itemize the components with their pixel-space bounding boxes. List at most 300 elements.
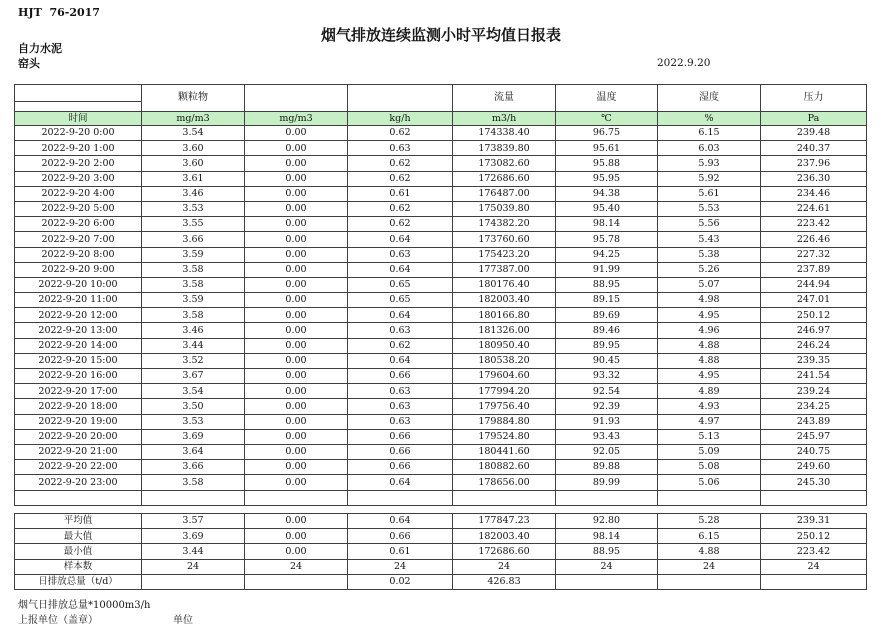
- col-group-humidity: 湿度: [658, 85, 761, 112]
- value-cell: 0.64: [348, 262, 453, 277]
- time-cell: 2022-9-20 21:00: [15, 444, 142, 459]
- value-cell: 237.96: [761, 156, 867, 171]
- value-cell: 3.60: [142, 141, 245, 156]
- value-cell: 5.13: [658, 429, 761, 444]
- value-cell: 180950.40: [453, 338, 556, 353]
- value-cell: 0.66: [348, 444, 453, 459]
- time-cell: 2022-9-20 1:00: [15, 141, 142, 156]
- table-row: [15, 201, 867, 216]
- time-cell: 2022-9-20 2:00: [15, 156, 142, 171]
- value-cell: 0.00: [245, 277, 348, 292]
- table-row: [15, 262, 867, 277]
- value-cell: 93.32: [556, 369, 658, 384]
- table-row: [15, 156, 867, 171]
- value-cell: 94.25: [556, 247, 658, 262]
- value-cell: 95.61: [556, 141, 658, 156]
- unit-mgm3-1: mg/m3: [142, 112, 245, 126]
- time-cell: 2022-9-20 4:00: [15, 186, 142, 201]
- value-cell: 0.62: [348, 126, 453, 141]
- summary-label-cell: 样本数: [15, 559, 142, 574]
- table-row: [15, 217, 867, 232]
- value-cell: 0.62: [348, 171, 453, 186]
- time-cell: 2022-9-20 8:00: [15, 247, 142, 262]
- value-cell: 0.00: [245, 247, 348, 262]
- value-cell: 5.56: [658, 217, 761, 232]
- value-cell: 95.78: [556, 232, 658, 247]
- data-rows: [15, 126, 867, 491]
- value-cell: 4.93: [658, 399, 761, 414]
- unit-percent: %: [658, 112, 761, 126]
- value-cell: 4.89: [658, 384, 761, 399]
- summary-value-cell: 3.57: [142, 514, 245, 529]
- value-cell: 3.59: [142, 293, 245, 308]
- value-cell: 5.06: [658, 475, 761, 490]
- value-cell: 93.43: [556, 429, 658, 444]
- value-cell: 244.94: [761, 277, 867, 292]
- col-group-pressure: 压力: [761, 85, 867, 112]
- value-cell: 176487.00: [453, 186, 556, 201]
- value-cell: 0.00: [245, 186, 348, 201]
- value-cell: 5.07: [658, 277, 761, 292]
- value-cell: 0.00: [245, 308, 348, 323]
- col-group-particulate: 颗粒物: [142, 85, 245, 112]
- summary-value-cell: 24: [245, 559, 348, 574]
- value-cell: 98.14: [556, 217, 658, 232]
- value-cell: 226.46: [761, 232, 867, 247]
- value-cell: 179524.80: [453, 429, 556, 444]
- value-cell: 0.62: [348, 201, 453, 216]
- value-cell: 0.63: [348, 141, 453, 156]
- value-cell: 3.64: [142, 444, 245, 459]
- value-cell: 0.63: [348, 399, 453, 414]
- empty-cell: [142, 490, 245, 505]
- value-cell: 5.43: [658, 232, 761, 247]
- value-cell: 224.61: [761, 201, 867, 216]
- value-cell: 237.89: [761, 262, 867, 277]
- value-cell: 89.15: [556, 293, 658, 308]
- table-row: [15, 232, 867, 247]
- table-row: [15, 277, 867, 292]
- value-cell: 0.61: [348, 186, 453, 201]
- value-cell: 3.53: [142, 201, 245, 216]
- value-cell: 0.62: [348, 217, 453, 232]
- value-cell: 90.45: [556, 353, 658, 368]
- time-cell: 2022-9-20 18:00: [15, 399, 142, 414]
- value-cell: 182003.40: [453, 293, 556, 308]
- time-cell: 2022-9-20 10:00: [15, 277, 142, 292]
- summary-value-cell: [556, 574, 658, 589]
- time-cell: 2022-9-20 11:00: [15, 293, 142, 308]
- value-cell: 5.26: [658, 262, 761, 277]
- value-cell: 0.64: [348, 308, 453, 323]
- value-cell: 234.25: [761, 399, 867, 414]
- value-cell: 91.93: [556, 414, 658, 429]
- value-cell: 175423.20: [453, 247, 556, 262]
- value-cell: 0.66: [348, 460, 453, 475]
- value-cell: 0.65: [348, 293, 453, 308]
- time-cell: 2022-9-20 13:00: [15, 323, 142, 338]
- summary-row: [15, 559, 867, 574]
- value-cell: 239.48: [761, 126, 867, 141]
- value-cell: 5.53: [658, 201, 761, 216]
- page-title: 烟气排放连续监测小时平均值日报表: [320, 26, 561, 44]
- station-name: 窑头: [18, 57, 40, 70]
- value-cell: 4.97: [658, 414, 761, 429]
- unit-mgm3-2: mg/m3: [245, 112, 348, 126]
- value-cell: 0.00: [245, 171, 348, 186]
- value-cell: 4.98: [658, 293, 761, 308]
- value-cell: 179604.60: [453, 369, 556, 384]
- table-row: [15, 384, 867, 399]
- value-cell: 245.97: [761, 429, 867, 444]
- time-cell: 2022-9-20 15:00: [15, 353, 142, 368]
- time-cell: 2022-9-20 3:00: [15, 171, 142, 186]
- summary-value-cell: 24: [556, 559, 658, 574]
- value-cell: 0.63: [348, 384, 453, 399]
- summary-row: [15, 574, 867, 589]
- time-cell: 2022-9-20 12:00: [15, 308, 142, 323]
- value-cell: 3.58: [142, 475, 245, 490]
- summary-row: [15, 529, 867, 544]
- value-cell: 95.95: [556, 171, 658, 186]
- time-cell: 2022-9-20 19:00: [15, 414, 142, 429]
- value-cell: 0.65: [348, 277, 453, 292]
- summary-value-cell: 223.42: [761, 544, 867, 559]
- value-cell: 3.54: [142, 384, 245, 399]
- empty-cell: [348, 490, 453, 505]
- summary-value-cell: [142, 574, 245, 589]
- value-cell: 5.61: [658, 186, 761, 201]
- summary-value-cell: 92.80: [556, 514, 658, 529]
- value-cell: 96.75: [556, 126, 658, 141]
- summary-value-cell: 0.00: [245, 529, 348, 544]
- col-group-flow: 流量: [453, 85, 556, 112]
- time-cell: 2022-9-20 23:00: [15, 475, 142, 490]
- footer-note: 烟气日排放总量*10000m3/h: [18, 600, 151, 611]
- summary-value-cell: 0.00: [245, 514, 348, 529]
- empty-cell: [15, 490, 142, 505]
- summary-value-cell: 24: [348, 559, 453, 574]
- header-empty-cell-bottom: [15, 102, 142, 112]
- value-cell: 3.69: [142, 429, 245, 444]
- empty-cell: [245, 490, 348, 505]
- value-cell: 0.00: [245, 369, 348, 384]
- summary-row: [15, 544, 867, 559]
- company-name: 自力水泥: [18, 42, 62, 55]
- summary-value-cell: 4.88: [658, 544, 761, 559]
- summary-value-cell: 5.28: [658, 514, 761, 529]
- value-cell: 0.00: [245, 156, 348, 171]
- value-cell: 4.88: [658, 338, 761, 353]
- table-row: [15, 247, 867, 262]
- value-cell: 5.93: [658, 156, 761, 171]
- value-cell: 3.55: [142, 217, 245, 232]
- value-cell: 179756.40: [453, 399, 556, 414]
- value-cell: 6.03: [658, 141, 761, 156]
- report-unit-label: 上报单位（盖章）: [18, 615, 98, 626]
- value-cell: 0.00: [245, 399, 348, 414]
- value-cell: 239.24: [761, 384, 867, 399]
- value-cell: 177387.00: [453, 262, 556, 277]
- value-cell: 0.00: [245, 429, 348, 444]
- unit-kgh: kg/h: [348, 112, 453, 126]
- summary-value-cell: 0.66: [348, 529, 453, 544]
- report-date: 2022.9.20: [657, 57, 711, 69]
- value-cell: 240.75: [761, 444, 867, 459]
- col-group-empty-1: [245, 85, 348, 112]
- time-column-header: 时间: [15, 112, 142, 126]
- value-cell: 0.00: [245, 460, 348, 475]
- value-cell: 91.99: [556, 262, 658, 277]
- value-cell: 92.39: [556, 399, 658, 414]
- table-row: [15, 323, 867, 338]
- summary-value-cell: 24: [142, 559, 245, 574]
- value-cell: 3.58: [142, 277, 245, 292]
- value-cell: 250.12: [761, 308, 867, 323]
- summary-value-cell: 172686.60: [453, 544, 556, 559]
- summary-value-cell: 250.12: [761, 529, 867, 544]
- value-cell: 174382.20: [453, 217, 556, 232]
- value-cell: 4.95: [658, 369, 761, 384]
- unit-pa: Pa: [761, 112, 867, 126]
- value-cell: 4.96: [658, 323, 761, 338]
- value-cell: 239.35: [761, 353, 867, 368]
- value-cell: 5.92: [658, 171, 761, 186]
- value-cell: 174338.40: [453, 126, 556, 141]
- value-cell: 95.40: [556, 201, 658, 216]
- summary-value-cell: 88.95: [556, 544, 658, 559]
- table-row: [15, 141, 867, 156]
- value-cell: 4.88: [658, 353, 761, 368]
- value-cell: 0.63: [348, 323, 453, 338]
- value-cell: 243.89: [761, 414, 867, 429]
- time-cell: 2022-9-20 9:00: [15, 262, 142, 277]
- summary-value-cell: 182003.40: [453, 529, 556, 544]
- summary-value-cell: 3.44: [142, 544, 245, 559]
- summary-value-cell: 0.64: [348, 514, 453, 529]
- table-row: [15, 460, 867, 475]
- summary-value-cell: 24: [761, 559, 867, 574]
- value-cell: 180166.80: [453, 308, 556, 323]
- value-cell: 3.58: [142, 308, 245, 323]
- report-table: [14, 84, 867, 506]
- time-cell: 2022-9-20 0:00: [15, 126, 142, 141]
- summary-value-cell: 177847.23: [453, 514, 556, 529]
- value-cell: 89.95: [556, 338, 658, 353]
- value-cell: 181326.00: [453, 323, 556, 338]
- empty-cell: [658, 490, 761, 505]
- time-cell: 2022-9-20 17:00: [15, 384, 142, 399]
- table-row: [15, 444, 867, 459]
- summary-label-cell: 平均值: [15, 514, 142, 529]
- value-cell: 0.62: [348, 156, 453, 171]
- header-empty-cell-top: [15, 85, 142, 102]
- value-cell: 236.30: [761, 171, 867, 186]
- value-cell: 3.66: [142, 460, 245, 475]
- table-row: [15, 475, 867, 490]
- table-row: [15, 293, 867, 308]
- time-cell: 2022-9-20 22:00: [15, 460, 142, 475]
- summary-value-cell: 0.00: [245, 544, 348, 559]
- empty-cell: [453, 490, 556, 505]
- value-cell: 178656.00: [453, 475, 556, 490]
- value-cell: 3.54: [142, 126, 245, 141]
- value-cell: 241.54: [761, 369, 867, 384]
- value-cell: 3.58: [142, 262, 245, 277]
- time-cell: 2022-9-20 20:00: [15, 429, 142, 444]
- time-cell: 2022-9-20 16:00: [15, 369, 142, 384]
- table-row: [15, 338, 867, 353]
- value-cell: 0.64: [348, 353, 453, 368]
- table-row: [15, 186, 867, 201]
- table-row: [15, 399, 867, 414]
- empty-cell: [761, 490, 867, 505]
- value-cell: 0.00: [245, 353, 348, 368]
- value-cell: 3.46: [142, 323, 245, 338]
- value-cell: 3.66: [142, 232, 245, 247]
- value-cell: 177994.20: [453, 384, 556, 399]
- value-cell: 5.08: [658, 460, 761, 475]
- value-cell: 3.53: [142, 414, 245, 429]
- value-cell: 180176.40: [453, 277, 556, 292]
- empty-row: [15, 490, 867, 505]
- value-cell: 3.52: [142, 353, 245, 368]
- time-cell: 2022-9-20 5:00: [15, 201, 142, 216]
- value-cell: 249.60: [761, 460, 867, 475]
- value-cell: 3.59: [142, 247, 245, 262]
- value-cell: 0.00: [245, 444, 348, 459]
- table-row: [15, 353, 867, 368]
- value-cell: 0.00: [245, 323, 348, 338]
- table-row: [15, 171, 867, 186]
- summary-value-cell: 239.31: [761, 514, 867, 529]
- value-cell: 0.00: [245, 232, 348, 247]
- value-cell: 6.15: [658, 126, 761, 141]
- value-cell: 223.42: [761, 217, 867, 232]
- time-cell: 2022-9-20 6:00: [15, 217, 142, 232]
- standard-code: HJT 76-2017: [18, 6, 100, 19]
- summary-value-cell: 3.69: [142, 529, 245, 544]
- summary-value-cell: 0.02: [348, 574, 453, 589]
- time-cell: 2022-9-20 14:00: [15, 338, 142, 353]
- value-cell: 92.05: [556, 444, 658, 459]
- value-cell: 0.00: [245, 293, 348, 308]
- value-cell: 0.00: [245, 217, 348, 232]
- value-cell: 88.95: [556, 277, 658, 292]
- unit-label: 单位: [173, 615, 193, 626]
- value-cell: 0.63: [348, 247, 453, 262]
- value-cell: 0.00: [245, 414, 348, 429]
- col-group-empty-2: [348, 85, 453, 112]
- value-cell: 0.00: [245, 126, 348, 141]
- value-cell: 89.46: [556, 323, 658, 338]
- summary-table: [14, 513, 867, 590]
- value-cell: 92.54: [556, 384, 658, 399]
- value-cell: 5.38: [658, 247, 761, 262]
- value-cell: 0.00: [245, 475, 348, 490]
- trailing-empty-row-body: [15, 490, 867, 505]
- value-cell: 180441.60: [453, 444, 556, 459]
- value-cell: 0.66: [348, 429, 453, 444]
- table-row: [15, 429, 867, 444]
- empty-cell: [556, 490, 658, 505]
- unit-m3h: m3/h: [453, 112, 556, 126]
- table-row: [15, 369, 867, 384]
- table-row: [15, 308, 867, 323]
- value-cell: 95.88: [556, 156, 658, 171]
- summary-row: [15, 514, 867, 529]
- summary-value-cell: 426.83: [453, 574, 556, 589]
- value-cell: 89.69: [556, 308, 658, 323]
- value-cell: 172686.60: [453, 171, 556, 186]
- summary-value-cell: [761, 574, 867, 589]
- value-cell: 246.97: [761, 323, 867, 338]
- value-cell: 89.99: [556, 475, 658, 490]
- unit-celsius: ℃: [556, 112, 658, 126]
- value-cell: 3.46: [142, 186, 245, 201]
- units-row: [15, 112, 867, 126]
- value-cell: 173082.60: [453, 156, 556, 171]
- value-cell: 0.64: [348, 475, 453, 490]
- value-cell: 3.61: [142, 171, 245, 186]
- value-cell: 5.09: [658, 444, 761, 459]
- summary-value-cell: [245, 574, 348, 589]
- table-row: [15, 126, 867, 141]
- value-cell: 0.00: [245, 141, 348, 156]
- value-cell: 0.62: [348, 338, 453, 353]
- group-header-row: [15, 85, 867, 102]
- value-cell: 3.50: [142, 399, 245, 414]
- value-cell: 0.66: [348, 369, 453, 384]
- value-cell: 89.88: [556, 460, 658, 475]
- summary-label-cell: 最小值: [15, 544, 142, 559]
- value-cell: 0.00: [245, 384, 348, 399]
- summary-value-cell: [658, 574, 761, 589]
- value-cell: 247.01: [761, 293, 867, 308]
- value-cell: 245.30: [761, 475, 867, 490]
- value-cell: 173760.60: [453, 232, 556, 247]
- value-cell: 240.37: [761, 141, 867, 156]
- value-cell: 234.46: [761, 186, 867, 201]
- value-cell: 0.64: [348, 232, 453, 247]
- value-cell: 3.60: [142, 156, 245, 171]
- summary-rows: [15, 514, 867, 590]
- value-cell: 3.67: [142, 369, 245, 384]
- value-cell: 180882.60: [453, 460, 556, 475]
- summary-value-cell: 98.14: [556, 529, 658, 544]
- value-cell: 179884.80: [453, 414, 556, 429]
- summary-value-cell: 24: [453, 559, 556, 574]
- value-cell: 94.38: [556, 186, 658, 201]
- summary-label-cell: 日排放总量（t/d）: [15, 574, 142, 589]
- value-cell: 0.00: [245, 201, 348, 216]
- value-cell: 0.00: [245, 262, 348, 277]
- time-cell: 2022-9-20 7:00: [15, 232, 142, 247]
- value-cell: 175039.80: [453, 201, 556, 216]
- summary-value-cell: 0.61: [348, 544, 453, 559]
- table-row: [15, 414, 867, 429]
- summary-label-cell: 最大值: [15, 529, 142, 544]
- summary-value-cell: 6.15: [658, 529, 761, 544]
- value-cell: 173839.80: [453, 141, 556, 156]
- summary-value-cell: 24: [658, 559, 761, 574]
- value-cell: 180538.20: [453, 353, 556, 368]
- value-cell: 0.63: [348, 414, 453, 429]
- value-cell: 227.32: [761, 247, 867, 262]
- value-cell: 3.44: [142, 338, 245, 353]
- value-cell: 246.24: [761, 338, 867, 353]
- col-group-temperature: 温度: [556, 85, 658, 112]
